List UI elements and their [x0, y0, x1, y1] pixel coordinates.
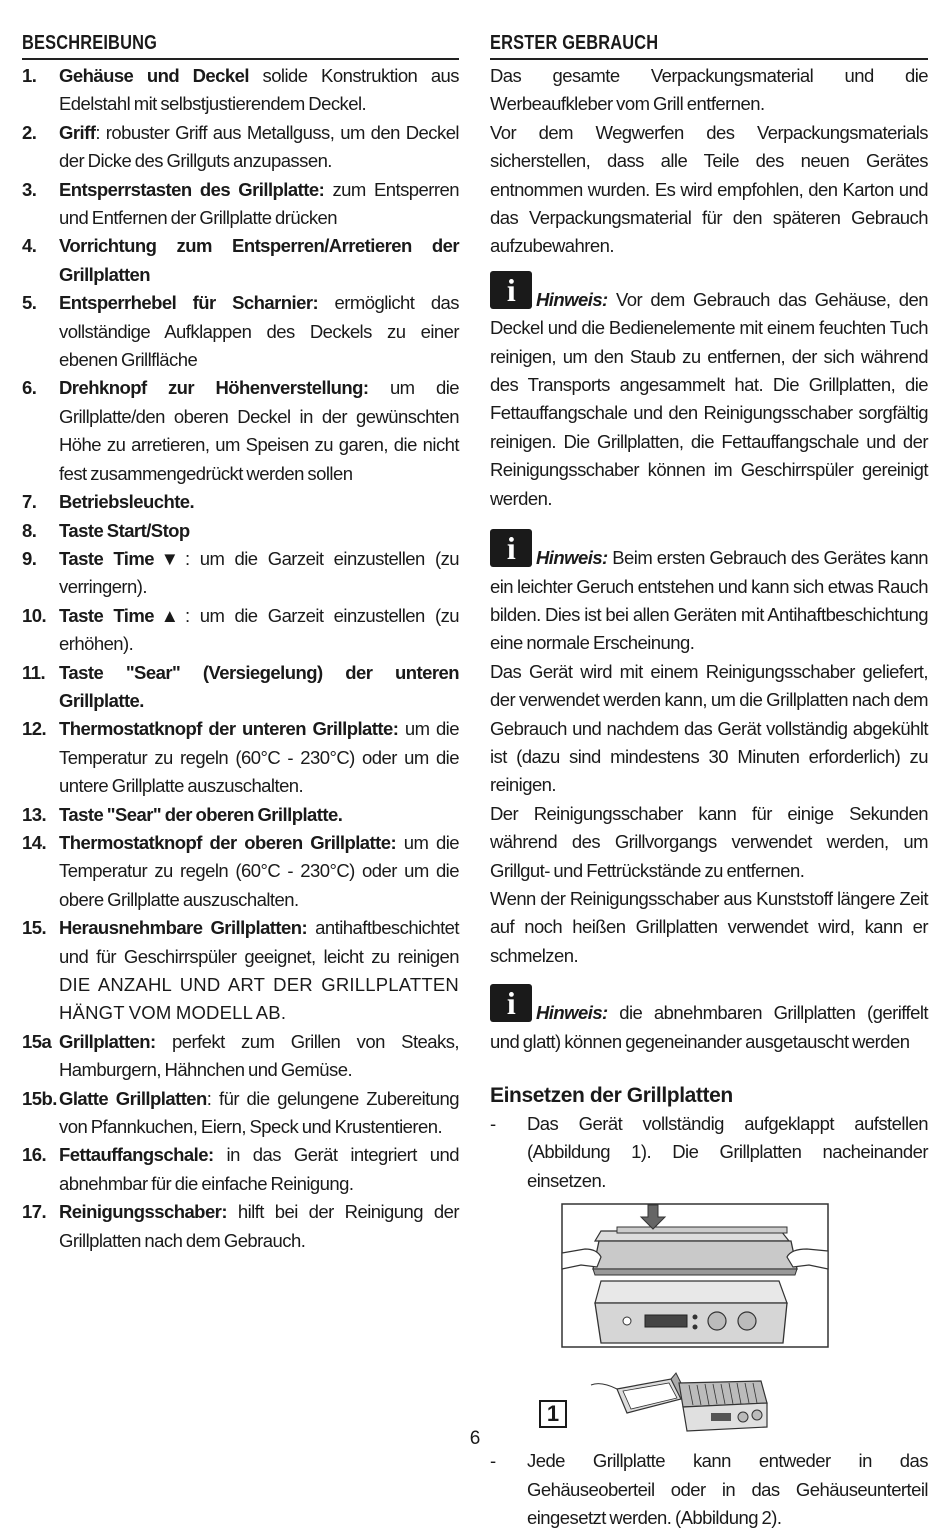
- description-heading-bar: [22, 22, 459, 60]
- description-list: [22, 62, 459, 1255]
- figure-number-label: 1: [539, 1400, 567, 1428]
- item-title: Taste Start/Stop: [59, 519, 190, 541]
- item-body: [59, 1141, 459, 1198]
- description-item: [22, 374, 459, 488]
- description-item: [22, 517, 459, 545]
- item-number: 2.: [22, 121, 37, 143]
- description-item: [22, 176, 459, 233]
- intro-paragraph-2: Vor dem Wegwerfen des Verpackungsmaterials sicherstellen, dass alle Teile des neuen Gerätes entnommen wurden. Es wird empfohlen, den Karton und das Verpackungsmaterial für den späteren Gebrauch aufzubewahren.: [490, 121, 928, 257]
- item-body: [59, 232, 459, 289]
- item-number: 1.: [22, 65, 37, 86]
- item-number: 15a: [22, 1030, 52, 1052]
- note-label: Hinweis:: [536, 1002, 608, 1024]
- description-item: [22, 1198, 459, 1255]
- note-label: Hinweis:: [536, 547, 608, 569]
- description-item: [22, 801, 459, 829]
- item-number: 15.: [22, 917, 47, 939]
- item-body: [59, 602, 459, 659]
- instruction-text: Jede Grillplatte kann entweder in das Gehäuseoberteil oder in das Gehäuseunterteil eingesetzt werden. (Abbildung 2).: [527, 1450, 928, 1529]
- item-description: in das Gerät integriert und abnehmbar für die einfache Reinigung.: [59, 1144, 459, 1194]
- item-title: Betriebsleuchte.: [59, 491, 195, 513]
- item-body: [59, 715, 459, 800]
- item-body: [59, 1198, 459, 1255]
- item-title: Taste Time▼: [59, 547, 185, 569]
- description-column: [22, 22, 459, 1255]
- item-model-note: DIE ANZAHL UND ART DER GRILLPLATTEN HÄNGT VOM MODELL AB.: [59, 974, 459, 1024]
- description-item: [22, 659, 459, 716]
- item-description: : um die Garzeit einzustellen (zu verringern).: [59, 547, 460, 598]
- item-title: Thermostatknopf der oberen Grillplatte:: [59, 831, 397, 853]
- item-number: 16.: [22, 1144, 47, 1166]
- insert-plates-subheading: Einsetzen der Grillplatten: [490, 1084, 733, 1107]
- item-title: Taste "Sear" der oberen Grillplatte.: [59, 803, 343, 825]
- item-number: 10.: [22, 604, 47, 626]
- dash-bullet: -: [490, 1113, 496, 1134]
- instruction-item-1: [490, 1110, 928, 1195]
- dash-bullet: -: [490, 1450, 496, 1472]
- scraper-paragraph-1: Das Gerät wird mit einem Reinigungsschaber geliefert, der verwendet werden kann, um die Grillplatten nach dem Gebrauch und nachdem das Gerät vollständig abgekühlt ist (dazu sind mindestens 30 Minuten erforderlich) zu reinigen.: [490, 660, 928, 796]
- description-item: [22, 829, 459, 914]
- item-body: [59, 374, 459, 488]
- info-icon: i: [490, 529, 532, 567]
- description-item: [22, 914, 459, 1028]
- note-1: [490, 271, 928, 513]
- first-use-column: [490, 22, 928, 1532]
- item-description: antihaftbeschichtet und für Geschirrspüler geeignet, leicht zu reinigen: [59, 917, 459, 967]
- note-text: Beim ersten Gebrauch des Gerätes kann ein leichter Geruch entstehen und kann sich etwas Rauch bilden. Dies ist bei allen Geräten mit Antihaftbeschichtung eine normale Erscheinung.: [490, 547, 928, 654]
- thermostat-knob: [708, 1312, 726, 1330]
- description-item: [22, 1085, 459, 1142]
- item-title: Taste "Sear" (Versiegelung) der unteren Grillplatte.: [59, 661, 459, 711]
- description-item: [22, 602, 459, 659]
- description-item: [22, 715, 459, 800]
- note-text: die abnehmbaren Grillplatten (geriffelt und glatt) können gegeneinander ausgetauscht werden: [490, 1002, 928, 1052]
- description-item: [22, 545, 459, 602]
- item-title: Entsperrhebel für Scharnier:: [59, 292, 319, 314]
- item-number: 15b.: [22, 1087, 57, 1109]
- item-body: [59, 517, 459, 545]
- item-number: 3.: [22, 178, 37, 200]
- item-description: : für die gelungene Zubereitung von Pfannkuchen, Eiern, Speck und Krustentieren.: [59, 1087, 459, 1138]
- scraper-paragraph-3: Wenn der Reinigungsschaber aus Kunststoff längere Zeit auf noch heißen Grillplatten verwendet wird, kann er schmelzen.: [490, 887, 928, 966]
- item-number: 11.: [22, 661, 46, 683]
- info-icon: i: [490, 271, 532, 309]
- item-description: perfekt zum Grillen von Steaks, Hamburgern, Hähnchen und Gemüse.: [59, 1030, 459, 1081]
- description-item: [22, 488, 459, 516]
- item-title: Griff: [59, 121, 96, 143]
- item-number: 17.: [22, 1201, 47, 1223]
- item-number: 6.: [22, 377, 37, 399]
- scraper-paragraph-2: Der Reinigungsschaber kann für einige Sekunden während des Grillvorgangs verwendet werden, um Grillgut- und Fettrückstände zu entfernen.: [490, 802, 928, 881]
- intro-paragraph-1: Das gesamte Verpackungsmaterial und die Werbeaufkleber vom Grill entfernen.: [490, 65, 928, 115]
- item-description: um die Grillplatte/den oberen Deckel in der gewünschten Höhe zu arretieren, um Speisen zu garen, die nicht fest zusammengedrückt werden sollen: [59, 377, 459, 484]
- item-title: Thermostatknopf der unteren Grillplatte:: [59, 718, 399, 740]
- item-title: Grillplatten:: [59, 1030, 156, 1052]
- item-description: : um die Garzeit einzustellen (zu erhöhen).: [59, 604, 460, 655]
- item-title: Herausnehmbare Grillplatten:: [59, 917, 308, 939]
- description-item: [22, 119, 459, 176]
- description-item: [22, 62, 459, 119]
- item-number: 14.: [22, 831, 47, 853]
- instruction-text: Das Gerät vollständig aufgeklappt aufstellen (Abbildung 1). Die Grillplatten nacheinander einsetzen.: [527, 1113, 928, 1191]
- note-text: Vor dem Gebrauch das Gehäuse, den Deckel und die Bedienelemente mit einem feuchten Tuch reinigen, um den Staub zu entfernen, der sich während des Transports angesammelt hat. Die Grillplatten, die Fettauffangschale und den Reinigungsschaber sorgfältig reinigen. Die Grillplatten, die Fettauffangschale und der Reinigungsschaber können im Geschirrspüler gereinigt werden.: [490, 288, 928, 509]
- instruction-item-2: [490, 1447, 928, 1532]
- info-icon: i: [490, 984, 532, 1022]
- figure-1-grill-illustration: [546, 1203, 829, 1437]
- description-item: [22, 289, 459, 374]
- item-body: [59, 119, 459, 176]
- item-body: [59, 545, 459, 602]
- item-title: Gehäuse und Deckel: [59, 65, 249, 86]
- item-description: ermöglicht das vollständige Aufklappen des Deckels zu einer ebenen Grillfläche: [59, 292, 459, 371]
- item-body: [59, 289, 459, 374]
- item-body: [59, 801, 459, 829]
- item-description: um die Temperatur zu regeln (60°C - 230°C) oder um die obere Grillplatte auszuschalten.: [59, 831, 459, 910]
- description-heading: BESCHREIBUNG: [22, 32, 158, 54]
- description-item: [22, 1141, 459, 1198]
- item-title: Taste Time▲: [59, 604, 185, 626]
- item-description: hilft bei der Reinigung der Grillplatten nach dem Gebrauch.: [59, 1201, 459, 1251]
- thermostat-knob: [738, 1312, 756, 1330]
- item-description: zum Entsperren und Entfernen der Grillplatte drücken: [59, 178, 459, 229]
- item-title: Drehknopf zur Höhenverstellung:: [59, 377, 369, 399]
- page-number: 6: [469, 1428, 481, 1449]
- item-body: [59, 914, 459, 1028]
- item-body: [59, 1028, 459, 1085]
- item-number: 12.: [22, 718, 47, 740]
- item-body: [59, 62, 459, 119]
- item-number: 9.: [22, 547, 37, 569]
- item-body: [59, 488, 459, 516]
- item-number: 13.: [22, 803, 47, 825]
- grill-illustration: [561, 1203, 829, 1437]
- item-description: : robuster Griff aus Metallguss, um den Deckel der Dicke des Grillguts anzupassen.: [59, 121, 459, 172]
- item-number: 5.: [22, 292, 37, 314]
- item-title: Reinigungsschaber:: [59, 1201, 227, 1223]
- note-2: [490, 529, 928, 658]
- note-3: [490, 984, 928, 1056]
- display-panel: [645, 1315, 687, 1327]
- item-number: 8.: [22, 519, 37, 541]
- item-body: [59, 176, 459, 233]
- first-use-heading-bar: [490, 22, 928, 60]
- item-title: Fettauffangschale:: [59, 1144, 214, 1166]
- description-item: [22, 1028, 459, 1085]
- item-description: solide Konstruktion aus Edelstahl mit selbstjustierendem Deckel.: [59, 65, 459, 115]
- item-body: [59, 829, 459, 914]
- item-title: Entsperrstasten des Grillplatte:: [59, 178, 325, 200]
- note-label: Hinweis:: [536, 288, 608, 310]
- first-use-heading: ERSTER GEBRAUCH: [490, 32, 659, 54]
- item-description: um die Temperatur zu regeln (60°C - 230°C) oder um die untere Grillplatte auszuschalten.: [59, 718, 459, 797]
- item-title: Glatte Grillplatten: [59, 1087, 207, 1109]
- item-number: 4.: [22, 235, 37, 257]
- description-item: [22, 232, 459, 289]
- item-body: [59, 1085, 459, 1142]
- item-body: [59, 659, 459, 716]
- item-number: 7.: [22, 491, 37, 513]
- item-title: Vorrichtung zum Entsperren/Arretieren der Grillplatten: [59, 235, 459, 285]
